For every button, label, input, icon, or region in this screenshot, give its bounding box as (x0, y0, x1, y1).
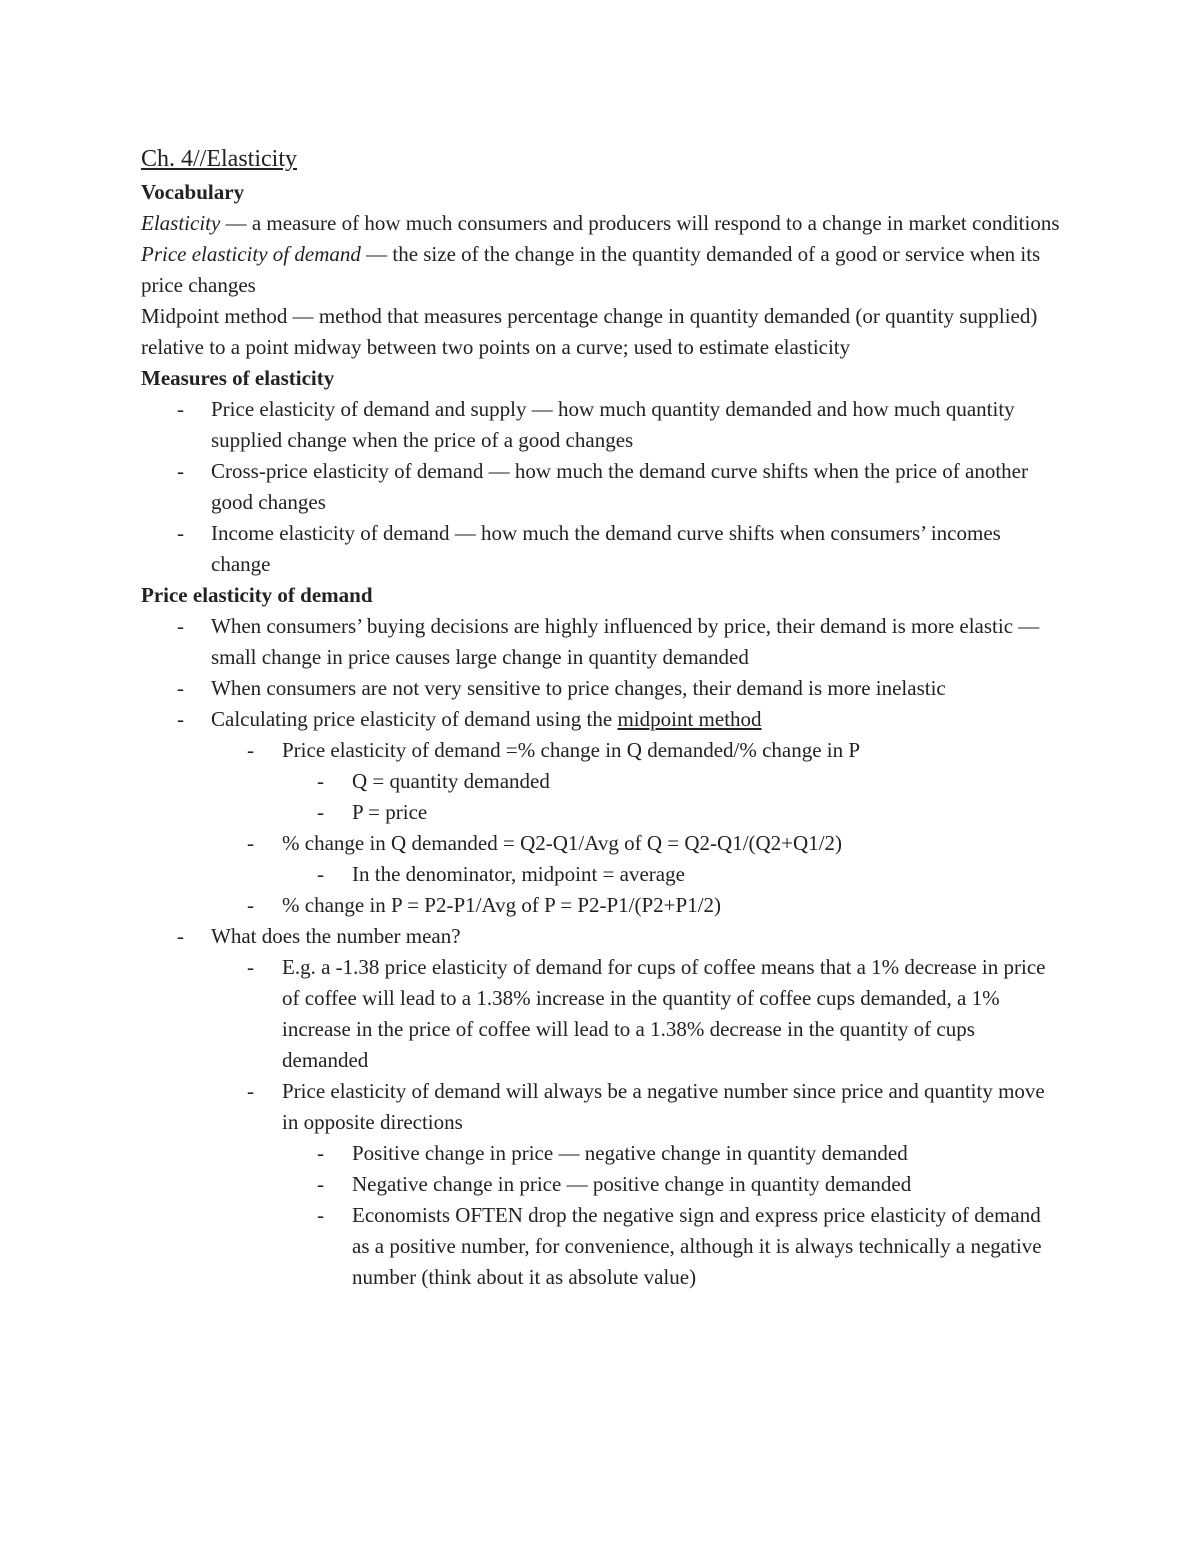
vocab-definition: — a measure of how much consumers and producers will respond to a change in market conditions (220, 211, 1060, 235)
list-item-text: % change in Q demanded = Q2-Q1/Avg of Q = Q2-Q1/(Q2+Q1/2) (282, 831, 843, 855)
vocab-entry-midpoint-method (141, 301, 1061, 363)
bullet-dash: - (177, 707, 184, 731)
vocab-entry-elasticity (141, 208, 1061, 239)
bullet-dash: - (177, 676, 184, 700)
bullet-dash: - (317, 800, 324, 824)
list-item-text: Price elasticity of demand and supply — how much quantity demanded and how much quantity supplied change when the price of a good changes (211, 397, 1015, 452)
bullet-dash: - (247, 1079, 254, 1103)
bullet-dash: - (177, 924, 184, 948)
ped-list (141, 611, 1061, 1293)
midpoint-method-underlined: midpoint method (617, 707, 762, 731)
vocab-definition: Midpoint method — method that measures percentage change in quantity demanded (or quantity supplied) relative to a point midway between two points on a curve; used to estimate elasticity (141, 304, 1038, 359)
ped-heading: Price elasticity of demand (141, 583, 373, 607)
list-item-text: P = price (352, 800, 428, 824)
measures-heading: Measures of elasticity (141, 366, 335, 390)
list-item-text: When consumers are not very sensitive to price changes, their demand is more inelastic (211, 676, 946, 700)
list-item-text: % change in P = P2-P1/Avg of P = P2-P1/(P2+P1/2) (282, 893, 722, 917)
bullet-dash: - (317, 1172, 324, 1196)
bullet-dash: - (177, 614, 184, 638)
list-item-text: Price elasticity of demand =% change in Q demanded/% change in P (282, 738, 861, 762)
list-item (141, 921, 1061, 952)
list-item (141, 1169, 1061, 1200)
bullet-dash: - (317, 1203, 324, 1227)
list-item (141, 828, 1061, 859)
list-item-text: In the denominator, midpoint = average (352, 862, 685, 886)
list-item-text: Economists OFTEN drop the negative sign and express price elasticity of demand as a positive number, for convenience, although it is always technically a negative number (think about it as absolute value) (352, 1203, 1042, 1289)
list-item-text: Price elasticity of demand will always be a negative number since price and quantity move in opposite directions (282, 1079, 1045, 1134)
list-item (141, 735, 1061, 766)
list-item (141, 1138, 1061, 1169)
list-item (141, 890, 1061, 921)
vocab-term: Elasticity (141, 211, 221, 235)
bullet-dash: - (317, 862, 324, 886)
list-item (141, 394, 1061, 456)
list-item-text: Positive change in price — negative change in quantity demanded (352, 1141, 908, 1165)
list-item-text: E.g. a -1.38 price elasticity of demand for cups of coffee means that a 1% decrease in price of coffee will lead to a 1.38% increase in the quantity of coffee cups demanded, a 1% increase in the price of coffee will lead to a 1.38% decrease in the quantity of cups demanded (282, 955, 1046, 1072)
list-item (141, 1076, 1061, 1138)
measures-list (141, 394, 1061, 580)
document-title: Ch. 4//Elasticity (141, 146, 297, 172)
bullet-dash: - (317, 1141, 324, 1165)
list-item (141, 859, 1061, 890)
document-content (141, 141, 1061, 1293)
list-item (141, 1200, 1061, 1293)
list-item (141, 611, 1061, 673)
list-item (141, 673, 1061, 704)
list-item-text: Q = quantity demanded (352, 769, 550, 793)
list-item (141, 766, 1061, 797)
list-item-text: Income elasticity of demand — how much the demand curve shifts when consumers’ incomes change (211, 521, 1001, 576)
list-item-text: Cross-price elasticity of demand — how much the demand curve shifts when the price of another good changes (211, 459, 1029, 514)
list-item (141, 952, 1061, 1076)
list-item-text: What does the number mean? (211, 924, 461, 948)
bullet-dash: - (177, 397, 184, 421)
list-item (141, 704, 1061, 735)
vocab-entry-price-elasticity (141, 239, 1061, 301)
list-item (141, 797, 1061, 828)
bullet-dash: - (247, 738, 254, 762)
bullet-dash: - (177, 459, 184, 483)
bullet-dash: - (247, 893, 254, 917)
vocab-term: Price elasticity of demand (141, 242, 361, 266)
bullet-dash: - (247, 831, 254, 855)
vocab-definition: — the size of the change in the quantity demanded of a good or service when its price changes (141, 242, 1041, 297)
bullet-dash: - (177, 521, 184, 545)
bullet-dash: - (247, 955, 254, 979)
bullet-dash: - (317, 769, 324, 793)
list-item-text: When consumers’ buying decisions are highly influenced by price, their demand is more elastic — small change in price causes large change in quantity demanded (211, 614, 1040, 669)
vocabulary-heading: Vocabulary (141, 180, 245, 204)
list-item-text: Calculating price elasticity of demand using the (211, 707, 618, 731)
list-item (141, 456, 1061, 518)
list-item-text: Negative change in price — positive change in quantity demanded (352, 1172, 912, 1196)
list-item (141, 518, 1061, 580)
